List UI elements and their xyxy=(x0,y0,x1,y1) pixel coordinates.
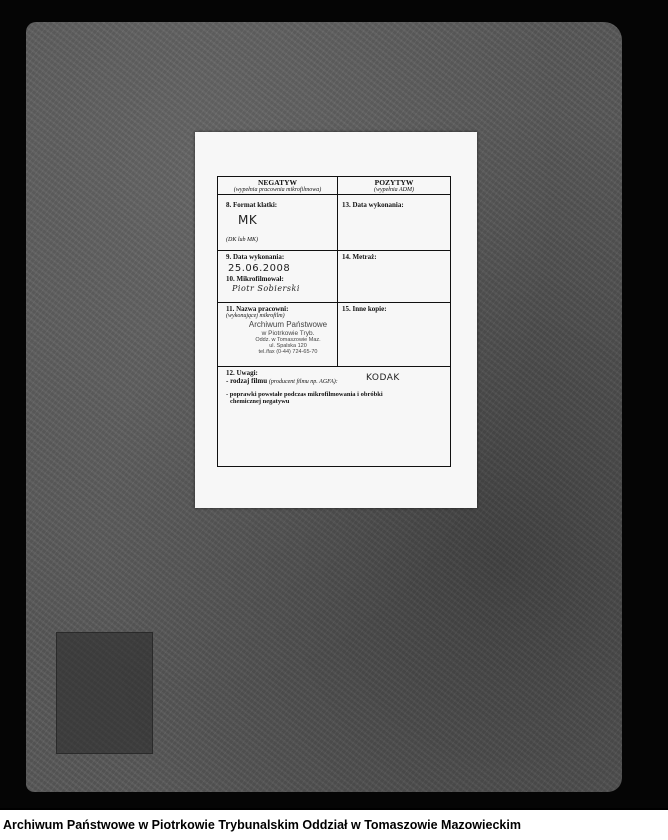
stamp-line-5: tel./fax (0-44) 724-65-70 xyxy=(258,349,318,356)
film-type-label: - rodzaj filmu xyxy=(226,377,268,385)
field-8-value: MK xyxy=(238,213,258,227)
field-9-value: 25.06.2008 xyxy=(228,263,291,274)
stamp-line-2: w Piotrkowie Tryb. xyxy=(261,329,315,337)
field-12-label: 12. Uwagi: xyxy=(226,369,258,377)
field-11-cell xyxy=(218,303,338,367)
pozytyw-note: (wypełnia ADM) xyxy=(373,187,415,193)
field-13-cell xyxy=(338,195,450,251)
microfilm-record-card xyxy=(195,132,477,508)
field-9-10-cell xyxy=(218,251,338,303)
field-10-value: Piotr Sobierski xyxy=(232,284,300,293)
stamp-line-3: Oddz. w Tomaszowie Maz. xyxy=(255,336,321,343)
film-type-value: KODAK xyxy=(366,373,400,383)
film-type-note: (producent filmu np. AGFA): xyxy=(268,379,338,385)
field-14-cell xyxy=(338,251,450,303)
field-8-label: 8. Format klatki: xyxy=(226,201,278,209)
archive-stamp xyxy=(240,321,336,355)
field-10-label: 10. Mikrofilmował: xyxy=(226,275,284,283)
stamp-line-1: Archiwum Państwowe xyxy=(248,320,328,329)
folder-label-patch xyxy=(56,632,153,754)
record-form xyxy=(217,176,451,467)
negatyw-title: NEGATYW xyxy=(257,178,298,187)
field-11-note: (wykonującej mikrofilm) xyxy=(226,313,285,319)
field-8-cell xyxy=(218,195,338,251)
field-9-label: 9. Data wykonania: xyxy=(226,253,285,261)
field-14-label: 14. Metraż: xyxy=(342,253,377,261)
field-15-label: 15. Inne kopie: xyxy=(342,305,387,313)
corrections-label-2: chemicznej negatywu xyxy=(230,398,290,405)
archive-caption: Archiwum Państwowe w Piotrkowie Trybunalskim Oddział w Tomaszowie Mazowieckim xyxy=(3,818,521,832)
pozytyw-title: POZYTYW xyxy=(374,178,414,187)
stamp-line-4: ul. Spalska 120 xyxy=(269,342,307,349)
field-13-label: 13. Data wykonania: xyxy=(342,201,404,209)
field-12-cell xyxy=(218,367,450,466)
negatyw-note: (wypełnia pracownia mikrofilmowa) xyxy=(233,187,322,193)
negatyw-header xyxy=(218,177,338,195)
archive-caption-bar xyxy=(0,810,668,840)
field-11-label: 11. Nazwa pracowni: xyxy=(226,305,289,313)
field-15-cell xyxy=(338,303,450,367)
corrections-label: - poprawki powstałe podczas mikrofilmowania i obróbki xyxy=(226,391,383,398)
pozytyw-header xyxy=(338,177,450,195)
field-8-hint: (DK lub MK) xyxy=(226,237,258,243)
